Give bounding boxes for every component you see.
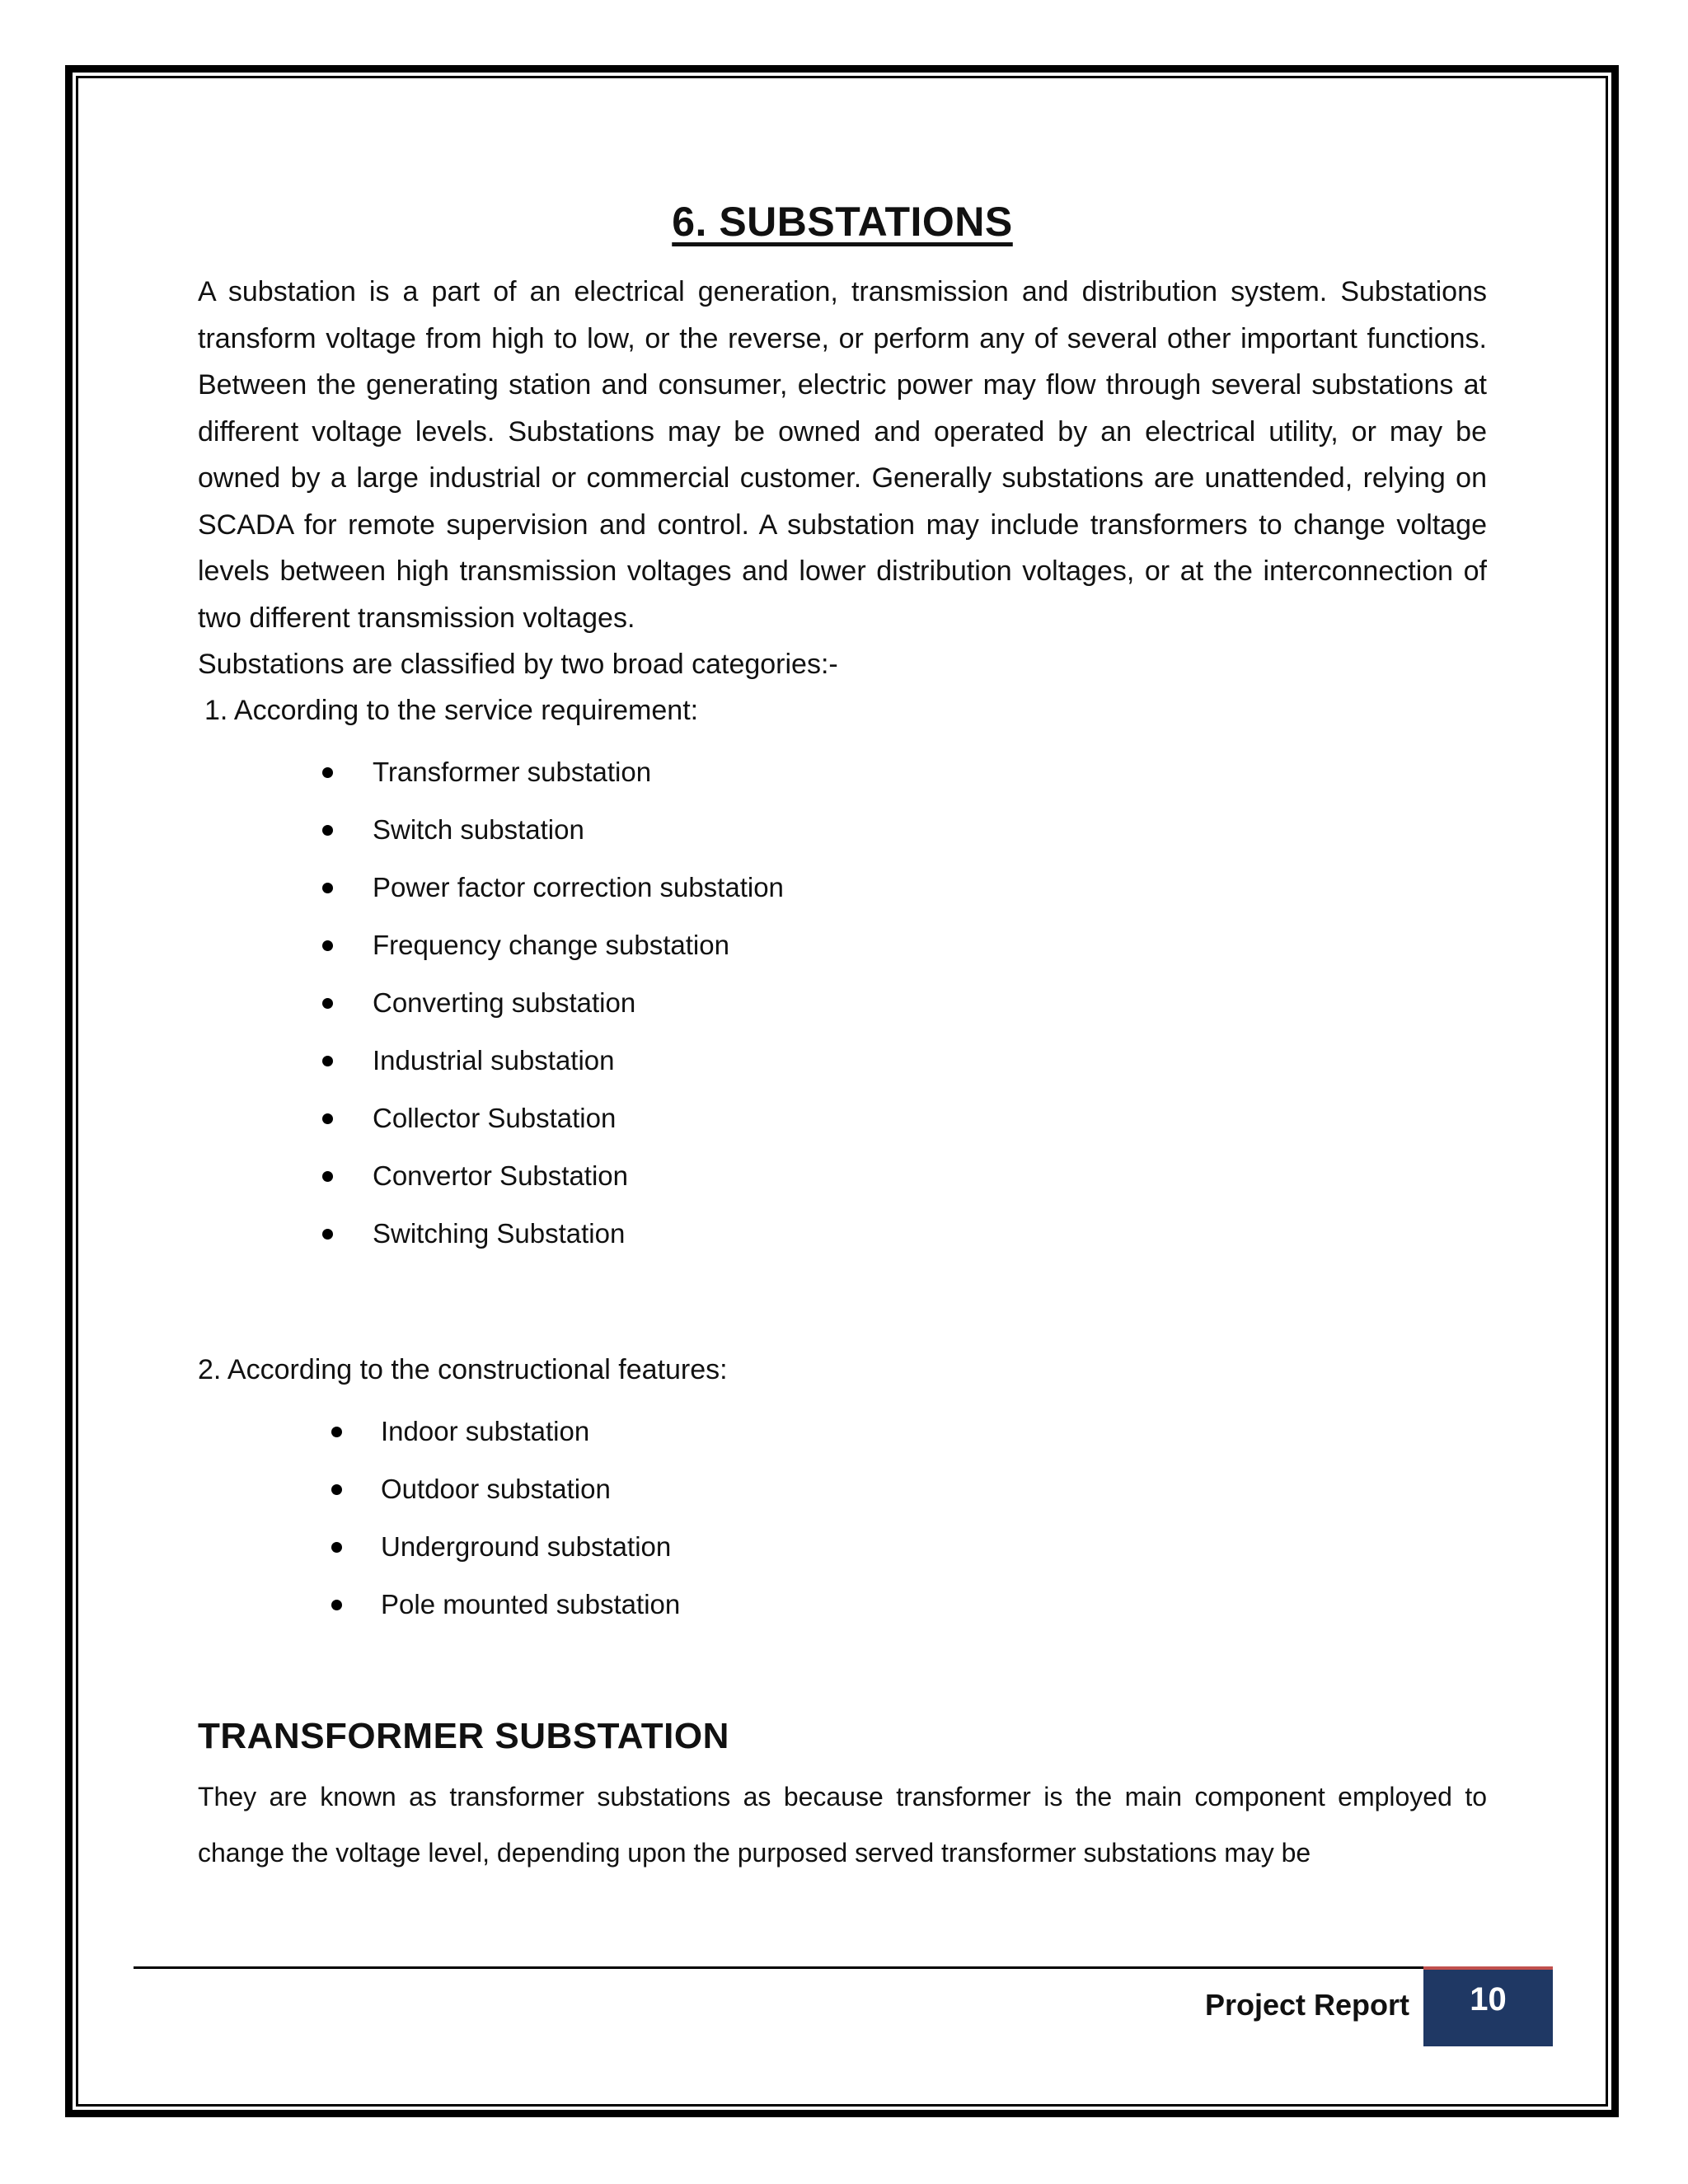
- bullet-icon: [331, 1600, 342, 1610]
- spacer: [198, 1263, 1487, 1347]
- list-item: Power factor correction substation: [198, 859, 1487, 916]
- category-1-heading: 1. According to the service requirement:: [204, 695, 699, 726]
- category-2-heading: 2. According to the constructional features:: [198, 1354, 728, 1385]
- spacer: [198, 1633, 1487, 1716]
- bullet-icon: [322, 940, 333, 951]
- list-item: Switching Substation: [198, 1205, 1487, 1263]
- intro-paragraph: A substation is a part of an electrical generation, transmission and distribution system. Substations transform voltage from high to low, or the reverse, or perform any of several other important functions. Between the generating station and consumer, electric power may flow through several substations at different voltage levels. Substations may be owned and operated by an electrical utility, or may be owned by a large industrial or commercial customer. Generally substations are unattended, relying on SCADA for remote supervision and control. A substation may include transformers to change voltage levels between high transmission voltages and lower distribution voltages, or at the interconnection of two different transmission voltages.: [198, 276, 1487, 634]
- page-number-box: [1423, 1966, 1553, 2046]
- bullet-icon: [322, 1113, 333, 1124]
- list-item: Collector Substation: [198, 1090, 1487, 1147]
- list-item: Underground substation: [198, 1518, 1487, 1576]
- section-paragraph: They are known as transformer substations as because transformer is the main component employed to change the voltage level, depending upon the purposed served transformer substations may be: [198, 1782, 1487, 1868]
- bullet-icon: [331, 1427, 342, 1437]
- bullet-icon: [322, 767, 333, 778]
- bullet-icon: [331, 1484, 342, 1495]
- bullet-icon: [331, 1542, 342, 1553]
- category-1-list: [198, 743, 1487, 1263]
- list-item: Convertor Substation: [198, 1147, 1487, 1205]
- list-item: Frequency change substation: [198, 916, 1487, 974]
- classification-line: Substations are classified by two broad categories:-: [198, 649, 838, 680]
- list-item: Indoor substation: [198, 1403, 1487, 1460]
- list-item: Industrial substation: [198, 1032, 1487, 1090]
- list-item: Outdoor substation: [198, 1460, 1487, 1518]
- bullet-icon: [322, 998, 333, 1009]
- list-item: Transformer substation: [198, 743, 1487, 801]
- category-2-list: [198, 1403, 1487, 1633]
- page-title: 6. SUBSTATIONS: [672, 199, 1013, 245]
- list-item: Converting substation: [198, 974, 1487, 1032]
- footer-divider: [134, 1966, 1553, 1969]
- footer-label: Project Report: [1204, 1988, 1409, 2022]
- list-item: Pole mounted substation: [198, 1576, 1487, 1633]
- bullet-icon: [322, 1056, 333, 1066]
- bullet-icon: [322, 1229, 333, 1240]
- bullet-icon: [322, 883, 333, 893]
- list-item: Switch substation: [198, 801, 1487, 859]
- bullet-icon: [322, 825, 333, 836]
- page-content: [198, 198, 1487, 1881]
- page-number: 10: [1470, 1981, 1507, 2018]
- bullet-icon: [322, 1171, 333, 1182]
- section-title: TRANSFORMER SUBSTATION: [198, 1716, 729, 1756]
